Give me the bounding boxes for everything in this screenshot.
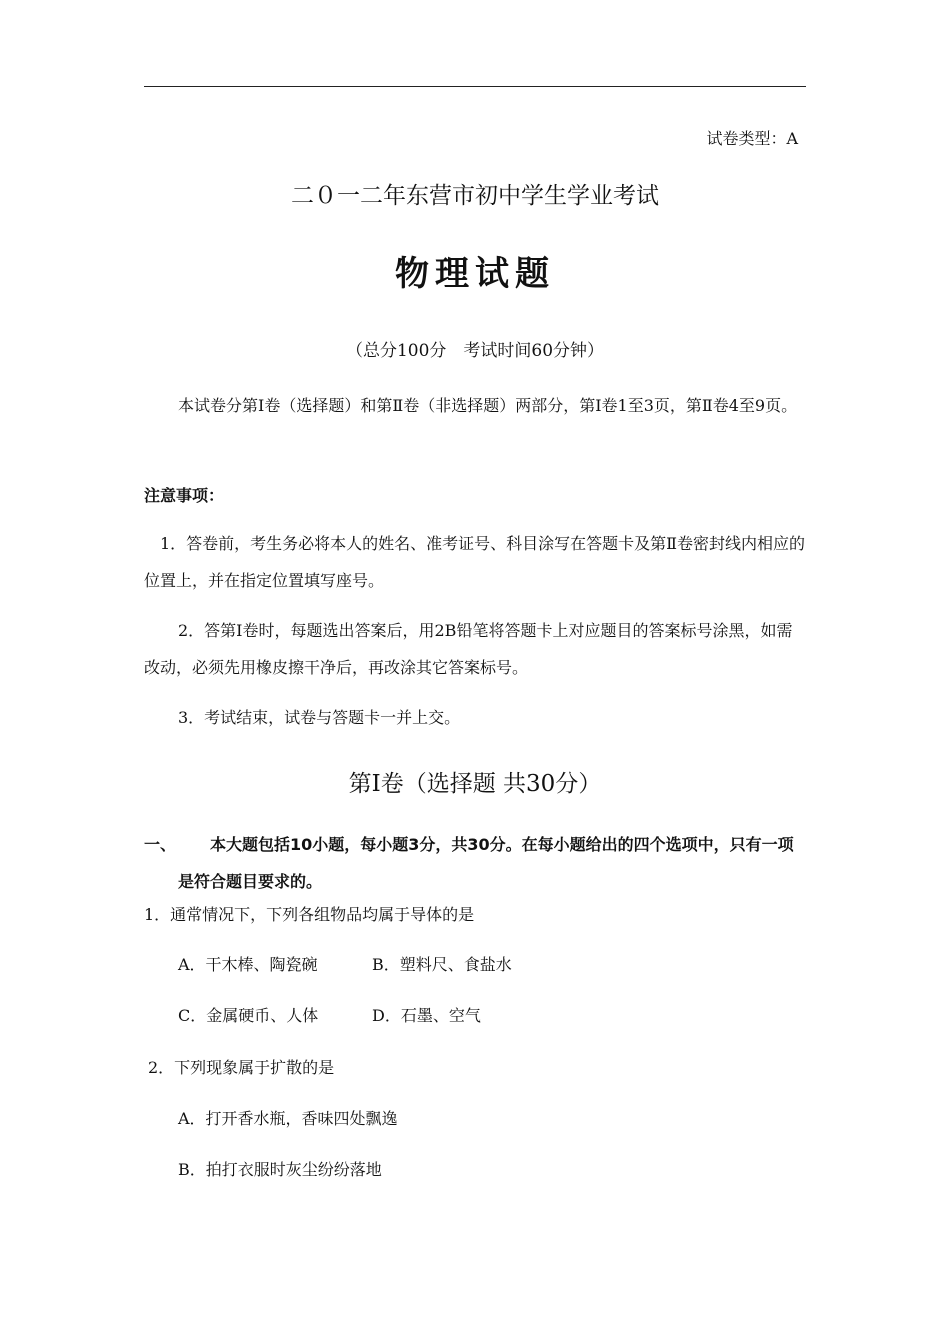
top-rule	[144, 86, 806, 87]
part-instruction: 本大题包括10小题，每小题3分，共30分。在每小题给出的四个选项中，只有一项是符合题目要求的。	[178, 835, 794, 891]
notice-heading: 注意事项：	[144, 486, 225, 505]
question-1-option-c: C．金属硬币、人体	[178, 1006, 319, 1025]
question-1-option-a: A．干木棒、陶瓷碗	[178, 955, 318, 974]
question-2-stem: 2．下列现象属于扩散的是	[148, 1058, 335, 1077]
question-2-option-b: B．拍打衣服时灰尘纷纷落地	[178, 1160, 382, 1179]
subject-title: 物理试题	[395, 254, 555, 294]
part-number: 一、	[144, 835, 177, 854]
question-2-option-a: A．打开香水瓶，香味四处飘逸	[178, 1109, 398, 1128]
section-title: 第Ⅰ卷（选择题 共30分）	[348, 771, 602, 797]
paper-type-label: 试卷类型：A	[706, 129, 798, 148]
question-1-option-d: D．石墨、空气	[372, 1006, 481, 1025]
notice-item-2: 2．答第Ⅰ卷时，每题选出答案后，用2B铅笔将答题卡上对应题目的答案标号涂黑，如需改动，必须先用橡皮擦干净后，再改涂其它答案标号。	[144, 621, 793, 677]
exam-title: 二０一二年东营市初中学生学业考试	[291, 183, 659, 209]
score-info: （总分100分 考试时间60分钟）	[345, 341, 605, 361]
intro-paragraph: 本试卷分第Ⅰ卷（选择题）和第Ⅱ卷（非选择题）两部分，第Ⅰ卷1至3页，第Ⅱ卷4至9页。	[178, 396, 798, 415]
question-1-stem: 1．通常情况下，下列各组物品均属于导体的是	[144, 905, 475, 924]
notice-item-3: 3．考试结束，试卷与答题卡一并上交。	[178, 708, 461, 727]
notice-item-1: 1．答卷前，考生务必将本人的姓名、准考证号、科目涂写在答题卡及第Ⅱ卷密封线内相应的位置上，并在指定位置填写座号。	[144, 534, 806, 590]
question-1-option-b: B．塑料尺、食盐水	[372, 955, 512, 974]
